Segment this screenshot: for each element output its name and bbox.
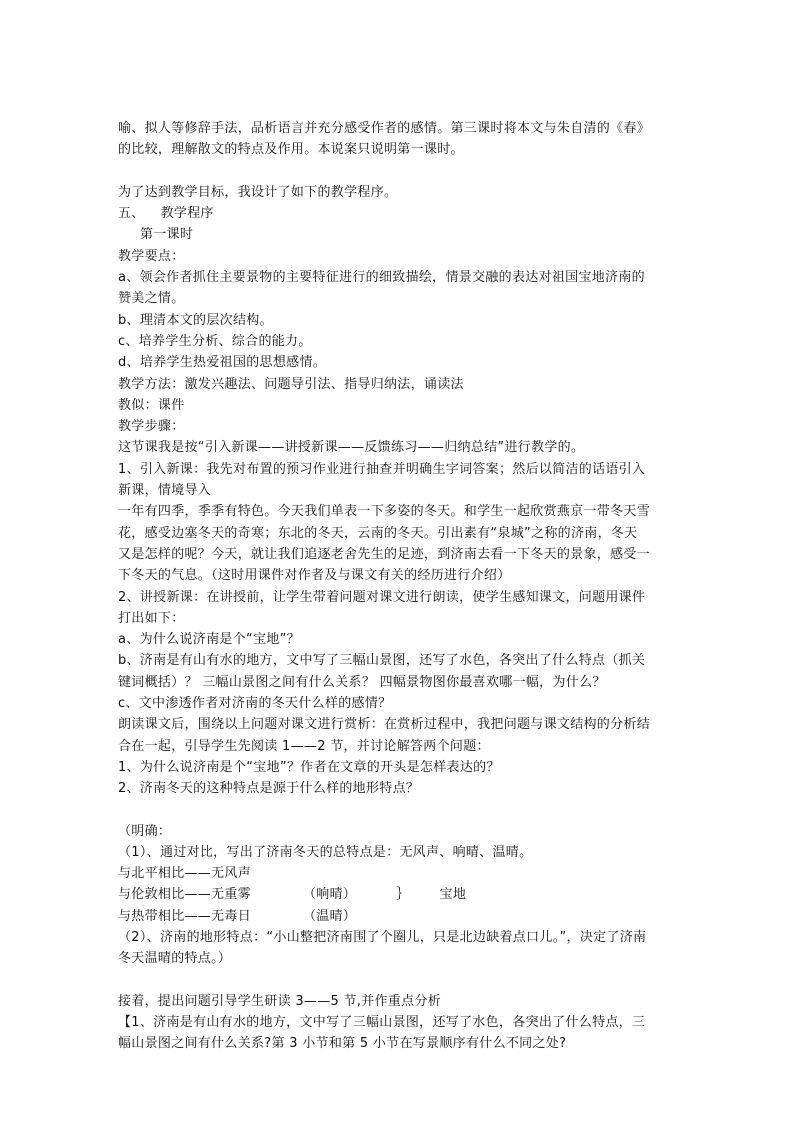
- text-line: d、培养学生热爱祖国的思想感情。: [118, 355, 327, 371]
- brace-symbol: ｝: [396, 887, 410, 903]
- section-title: 教学程序: [160, 206, 214, 222]
- text-line: 赞美之情。: [118, 291, 185, 307]
- text-line: 2、济南冬天的这种特点是源于什么样的地形特点？: [118, 781, 420, 797]
- comparison-note: （响晴）: [303, 887, 357, 903]
- text-line: 打出如下：: [118, 610, 185, 626]
- section-number: 五、: [118, 206, 145, 222]
- text-line: 这节课我是按“引入新课——讲授新课——反馈练习——归纳总结”进行教学的。: [118, 440, 585, 456]
- text-line: 教学方法：激发兴趣法、问题导引法、指导归纳法，诵读法: [118, 376, 464, 392]
- text-line: a、为什么说济南是个“宝地”？: [118, 632, 300, 648]
- text-line: 教学步骤：: [118, 419, 185, 435]
- text-line: 【1、济南是有山有水的地方，文中写了三幅山景图，还写了水色，各突出了什么特点，三: [118, 1014, 646, 1030]
- text-line: 朗读课文后，围绕以上问题对课文进行赏析：在赏析过程中，我把问题与课文结构的分析结: [118, 717, 651, 733]
- text-line: 喻、拟人等修辞手法，品析语言并充分感受作者的感情。第三课时将本文与朱自清的《春》: [118, 121, 651, 136]
- text-line: （2）、济南的地形特点：“小山整把济南围了个圈儿，只是北边缺着点口儿。”，决定了济南: [118, 929, 647, 945]
- text-line: b、济南是有山有水的地方，文中写了三幅山景图，还写了水色，各突出了什么特点（抓关: [118, 653, 646, 669]
- comparison-line: [118, 906, 678, 927]
- comparison-text: 与热带相比——无毒日: [118, 908, 251, 924]
- text-line: 1、为什么说济南是个“宝地”？作者在文章的开头是怎样表达的？: [118, 759, 500, 775]
- text-line: 下冬天的气息。（这时用课件对作者及与课文有关的经历进行介绍）: [118, 568, 511, 584]
- text-line: 键词概括）？ 三幅山景图之间有什么关系？ 四幅景物图你最喜欢哪一幅，为什么？: [118, 674, 606, 690]
- text-line: 1、引入新课：我先对布置的预习作业进行抽查并明确生字词答案；然后以简洁的话语引入: [118, 461, 646, 477]
- lesson-title: 第一课时: [140, 227, 194, 243]
- text-line: 教学要点：: [118, 248, 185, 264]
- document-page: [118, 118, 678, 1054]
- text-line: 一年有四季，季季有特色。今天我们单表一下多姿的冬天。和学生一起欣赏燕京一带冬天雪: [118, 504, 651, 520]
- comparison-conclusion: 宝地: [439, 887, 467, 903]
- text-line: 教似：课件: [118, 397, 185, 413]
- text-line: （1）、通过对比，写出了济南冬天的总特点是：无风声、响晴、温晴。: [118, 844, 533, 860]
- text-line: 冬天温晴的特点。）: [118, 951, 232, 967]
- text-line: 2、讲授新课：在讲授前，让学生带着问题对课文进行朗读，使学生感知课文，问题用课件: [118, 589, 646, 605]
- text-line: （明确：: [118, 823, 172, 839]
- comparison-text: 与伦敦相比——无重雾: [118, 887, 251, 903]
- text-line: 的比较，理解散文的特点及作用。本说案只说明第一课时。: [118, 142, 464, 158]
- text-line: 幅山景图之间有什么关系?第 3 小节和第 5 小节在写景顺序有什么不同之处?: [118, 1036, 567, 1052]
- section-heading: [118, 203, 678, 224]
- text-line: 又是怎样的呢？今天，就让我们追逐老舍先生的足迹，到济南去看一下冬天的景象，感受一: [118, 546, 651, 562]
- text-line: c、文中渗透作者对济南的冬天什么样的感情？: [118, 696, 392, 712]
- text-line: c、培养学生分析、综合的能力。: [118, 333, 312, 349]
- text-line: b、理清本文的层次结构。: [118, 312, 273, 328]
- comparison-note: （温晴）: [303, 908, 357, 924]
- text-line: 与北平相比——无风声: [118, 866, 251, 882]
- text-line: 接着，提出问题引导学生研读 3——5 节,并作重点分析: [118, 993, 442, 1009]
- text-line: 花，感受边塞冬天的奇寒；东北的冬天，云南的冬天。引出素有“泉城”之称的济南，冬天: [118, 525, 638, 541]
- text-line: 新课，情境导入: [118, 483, 212, 499]
- text-line: 为了达到教学目标，我设计了如下的教学程序。: [118, 184, 398, 200]
- text-line: a、领会作者抓住主要景物的主要特征进行的细致描绘，情景交融的表达对祖国宝地济南的: [118, 270, 645, 286]
- comparison-line: [118, 884, 678, 905]
- text-line: 合在一起，引导学生先阅读 1——2 节，并讨论解答两个问题：: [118, 738, 490, 754]
